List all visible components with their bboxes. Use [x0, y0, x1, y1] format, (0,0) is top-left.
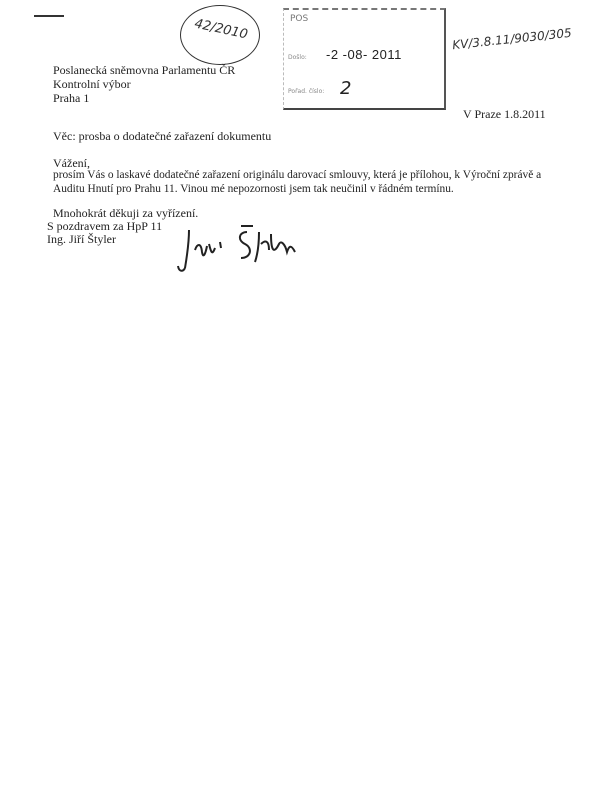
stamp-date: -2 -08- 2011 [326, 47, 402, 62]
body-line-1: prosím Vás o laskavé dodatečné zařazení originálu darovací smlouvy, která je přílohou, k Výroční zprávě a [53, 169, 542, 181]
closing-line-2: S pozdravem za HpP 11 [47, 219, 163, 233]
stamp-received-label: Došlo: [288, 54, 307, 61]
handwritten-ref-circle-text: 42/2010 [193, 16, 249, 43]
signature [175, 222, 315, 282]
closing-line-3: Ing. Jiří Štyler [47, 232, 116, 246]
stamp-ref-number: 2 [340, 78, 352, 99]
receipt-stamp [283, 8, 446, 110]
scan-mark [34, 15, 64, 17]
recipient-line-2: Kontrolní výbor [53, 77, 131, 91]
recipient-line-1: Poslanecká sněmovna Parlamentu ČR [53, 63, 236, 77]
stamp-top-text: POS [290, 14, 309, 24]
body-line-2: Auditu Hnutí pro Prahu 11. Vinou mé nepozornosti jsem tak neučinil v řádném termínu. [53, 183, 454, 195]
subject: Věc: prosba o dodatečné zařazení dokumentu [53, 129, 272, 143]
date-place: V Praze 1.8.2011 [463, 107, 546, 121]
stamp-ref-label: Pořad. číslo: [288, 88, 325, 95]
salutation: Vážení, [53, 156, 90, 170]
closing-line-1: Mnohokrát děkuji za vyřízení. [53, 206, 199, 220]
recipient-line-3: Praha 1 [53, 91, 90, 105]
handwritten-ref-code: KV/3.8.11/9030/305 [451, 25, 573, 53]
